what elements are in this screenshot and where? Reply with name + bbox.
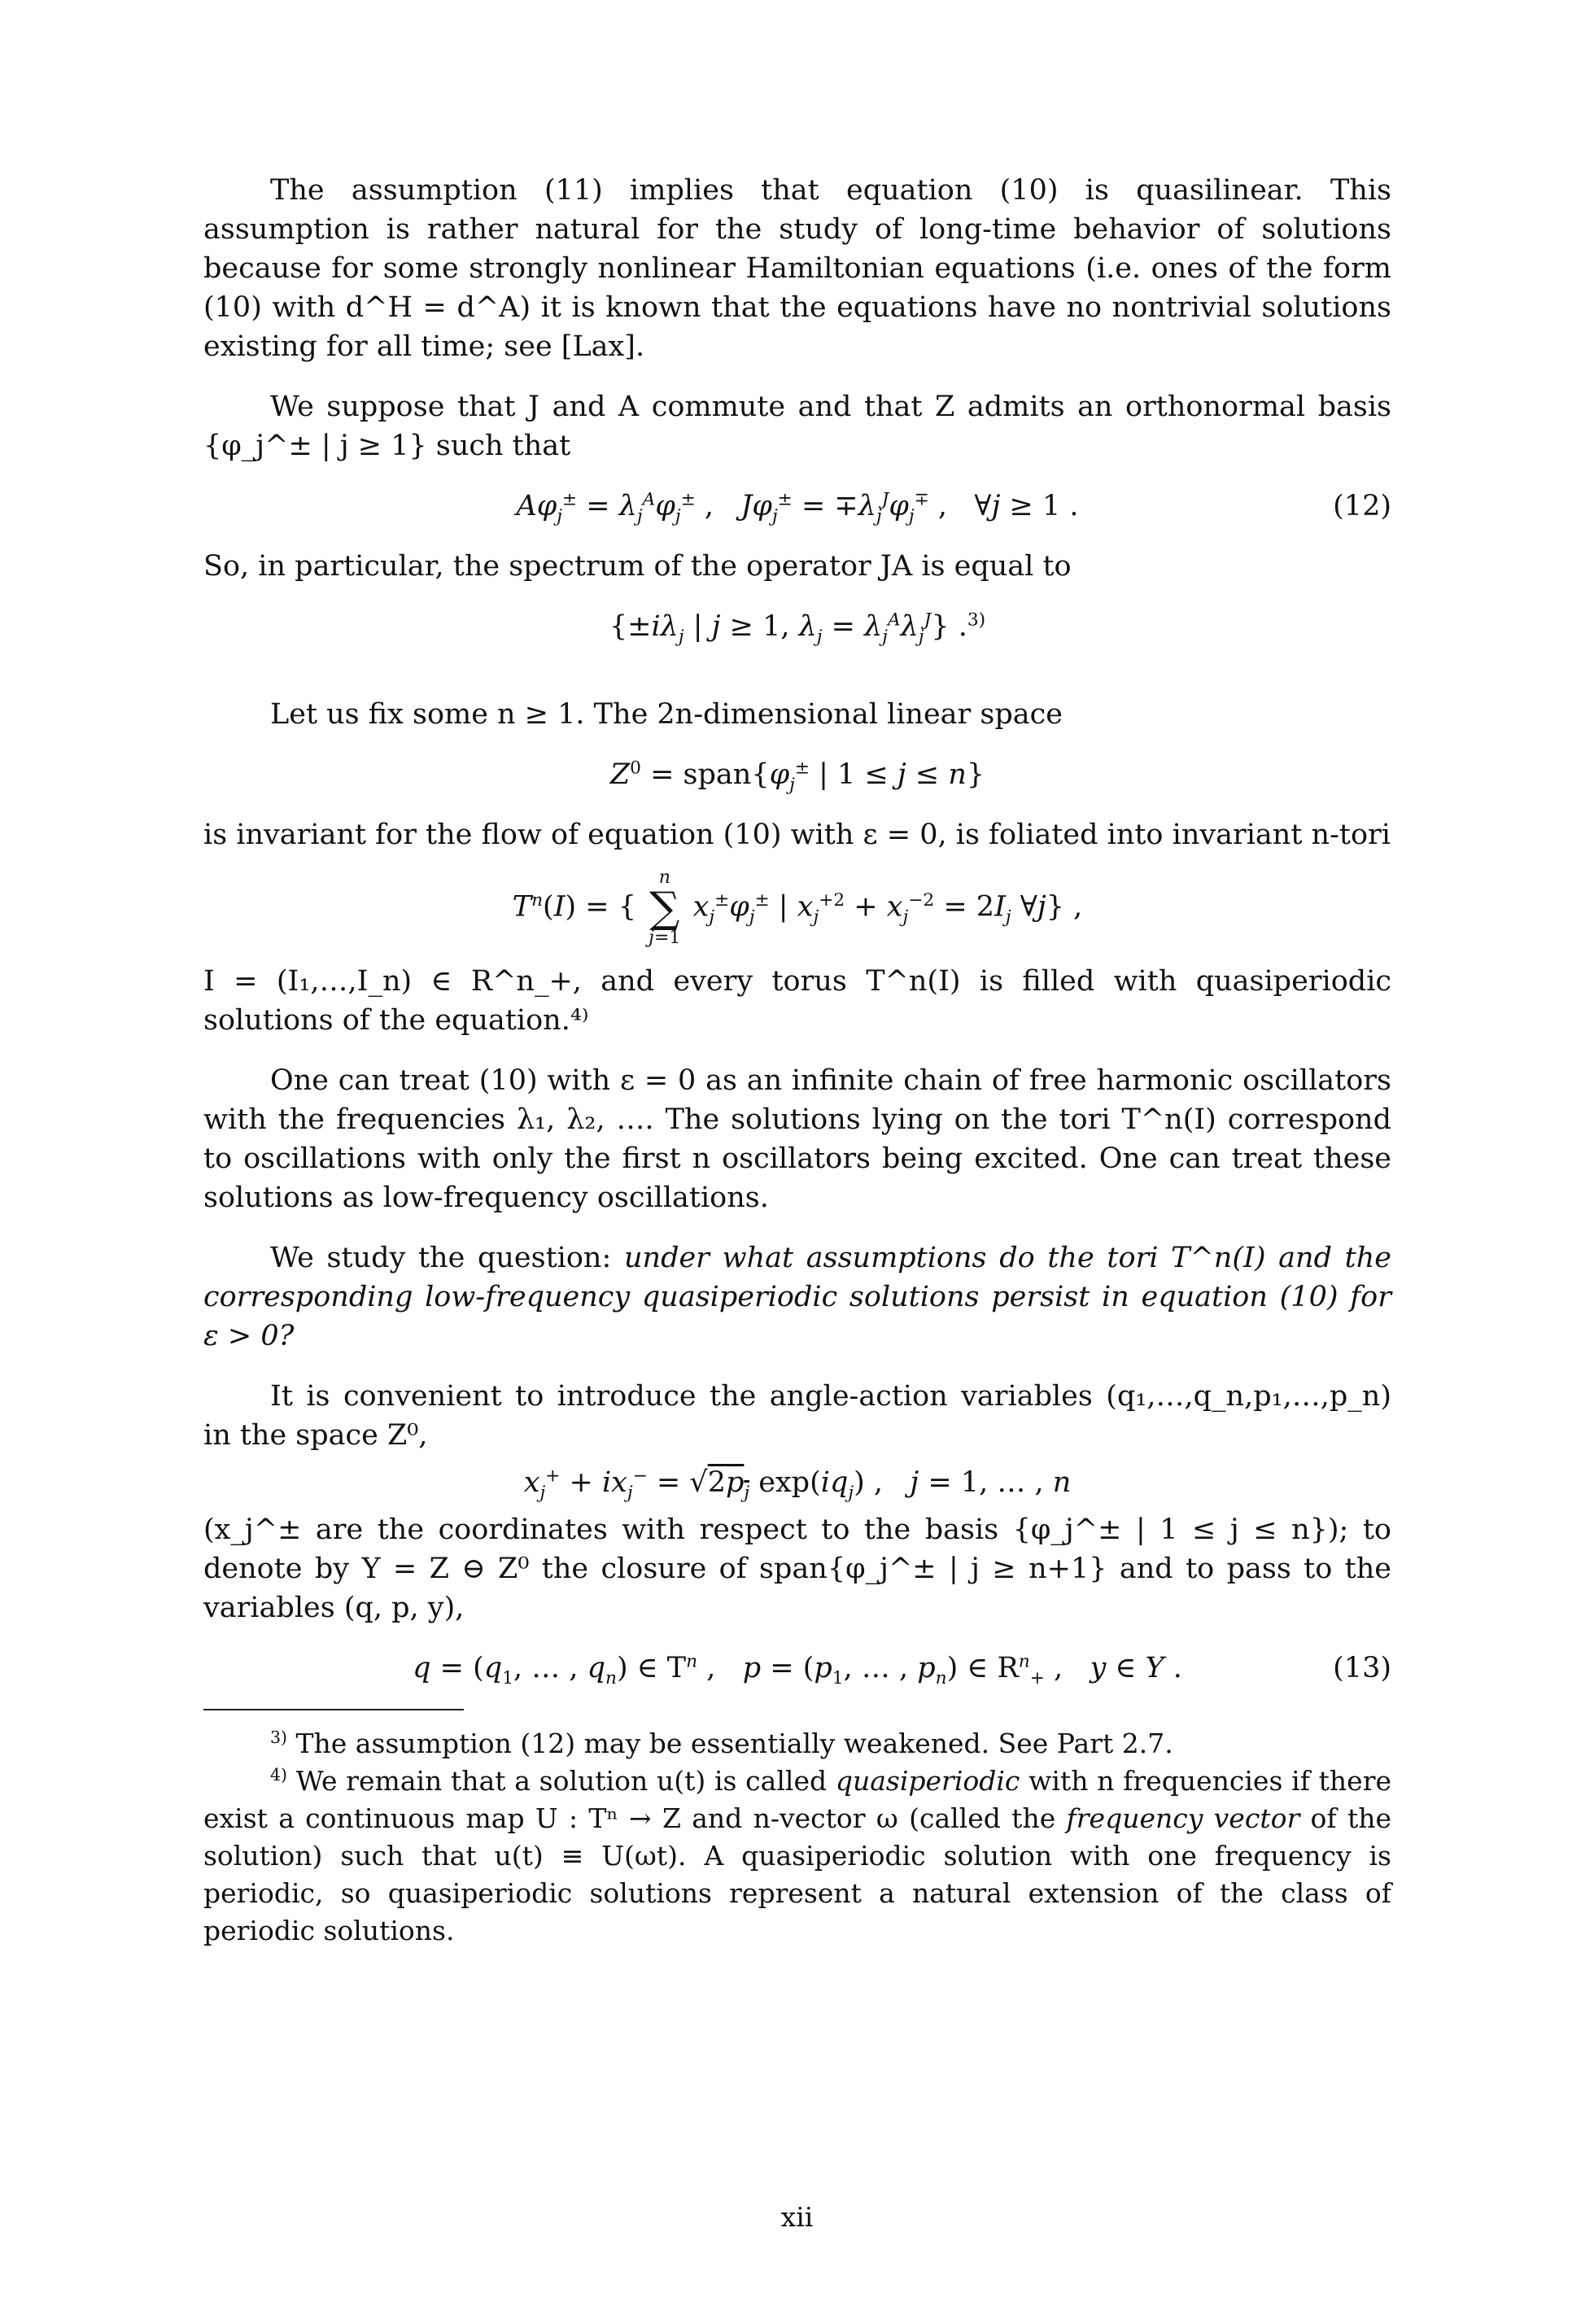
footnote-ref-3: 3): [967, 609, 986, 631]
footnote-4-text-b: with n frequencies if there exist a continuous map U : Tⁿ → Z and n-vector ω (called the: [203, 1765, 1391, 1834]
equation-12-number: (12): [1333, 490, 1391, 522]
equation-spectrum: {$\pm i\lambda_j$ | j ≥ 1, $\lambda_j = \lambda_j^A\lambda_j^J$} .$^{3)}$: [609, 609, 986, 647]
footnote-4-text-c: of the solution) such that u(t) ≡ U(ωt). A quasiperiodic solution with one frequency is periodic, so quasiperiodic solutions represent a natural extension of the class of periodic solutions.: [203, 1802, 1391, 1946]
footnote-4-text-a: We remain that a solution u(t) is called: [295, 1765, 828, 1797]
footnote-3: [203, 1725, 1391, 1763]
question-emphasis: under what assumptions do the tori T^n(I) and the corresponding low-frequency quasiperiodic solutions persist in equation (10) for ε > 0?: [203, 1242, 1391, 1352]
paragraph-fix-n: Let us fix some n ≥ 1. The 2n-dimensional linear space: [270, 698, 1063, 731]
equation-12-body: $A\varphi_j^\pm = \lambda_j^A\varphi_j^\pm$ , $J\varphi_j^\pm = \mp\lambda_j^J\varphi_j^\mp$ , ∀j ≥ 1 .: [516, 489, 1079, 526]
footnote-3-mark: 3): [270, 1728, 287, 1747]
question-lead: We study the question:: [270, 1242, 612, 1274]
footnote-4-quasiperiodic: quasiperiodic: [835, 1765, 1020, 1797]
paragraph-coordinates: (x_j^± are the coordinates with respect to the basis {φ_j^± | 1 ≤ j ≤ n}); to denote by Y = Z ⊖ Z⁰ the closure of span{φ_j^± | j ≥ n+1} and to pass to the variables (q, p, y),: [203, 1514, 1391, 1624]
paragraph-invariant: is invariant for the flow of equation (10) with ε = 0, is foliated into invariant n-tori: [203, 819, 1391, 851]
equation-13-body: $q = (q_1$, … , $q_n$) ∈ $T^n$ , $p = (p_1$, … , $p_n$) ∈ $R^n_+$ , y ∈ Y .: [413, 1651, 1182, 1688]
footnote-3-text: The assumption (12) may be essentially weakened. See Part 2.7.: [295, 1728, 1173, 1759]
page-number: xii: [780, 2201, 814, 2233]
paragraph-oscillators: One can treat (10) with ε = 0 as an infinite chain of free harmonic oscillators with the frequencies λ₁, λ₂, …. The solutions lying on the tori T^n(I) correspond to oscillations with only the first n oscillators being excited. One can treat these solutions as low-frequency oscillations.: [203, 1064, 1391, 1214]
paragraph-action-vector: I = (I₁,…,I_n) ∈ R^n_+, and every torus T^n(I) is filled with quasiperiodic solutions of the equation.⁴⁾: [203, 965, 1391, 1037]
equation-torus: $T^n(I)$ = { n ∑ j=1 $x_j^\pm\varphi_j^\pm$ | $x_j^{+2} + x_j^{-2} = 2I_j$ ∀j} ,: [512, 867, 1083, 948]
equation-angle-action: $x_j^+ + ix_j^- = √2p_j$ $\exp(iq_j)$ , j = 1, … , n: [523, 1466, 1072, 1503]
summation-symbol: n ∑ j=1: [649, 867, 681, 948]
footnote-separator: [203, 1709, 464, 1710]
footnote-4-mark: 4): [270, 1765, 287, 1784]
equation-z0: $Z^0$ = $span\{\varphi_j^\pm$ | 1 ≤ j ≤ n}: [609, 758, 985, 795]
paragraph-commute: We suppose that J and A commute and that Z admits an orthonormal basis {φ_j^± | j ≥ 1} such that: [203, 391, 1391, 462]
equation-12: [203, 487, 1391, 526]
paragraph-spectrum: So, in particular, the spectrum of the operator JA is equal to: [203, 550, 1072, 583]
footnote-4: [203, 1763, 1391, 1950]
footnotes: [203, 1725, 1391, 1950]
paragraph-assumption-11: The assumption (11) implies that equation (10) is quasilinear. This assumption is rather natural for the study of long-time behavior of solutions because for some strongly nonlinear Hamiltonian equations (i.e. ones of the form (10) with d^H = d^A) it is known that the equations have no nontrivial solutions existing for all time; see [Lax].: [203, 174, 1391, 363]
paragraph-angle-action: It is convenient to introduce the angle-action variables (q₁,…,q_n,p₁,…,p_n) in the space Z⁰,: [203, 1380, 1391, 1452]
equation-13: [203, 1649, 1391, 1688]
page-body: [203, 171, 1391, 1950]
equation-13-number: (13): [1333, 1652, 1391, 1684]
footnote-4-frequency-vector: frequency vector: [1066, 1802, 1300, 1834]
paragraph-question: [203, 1238, 1391, 1356]
